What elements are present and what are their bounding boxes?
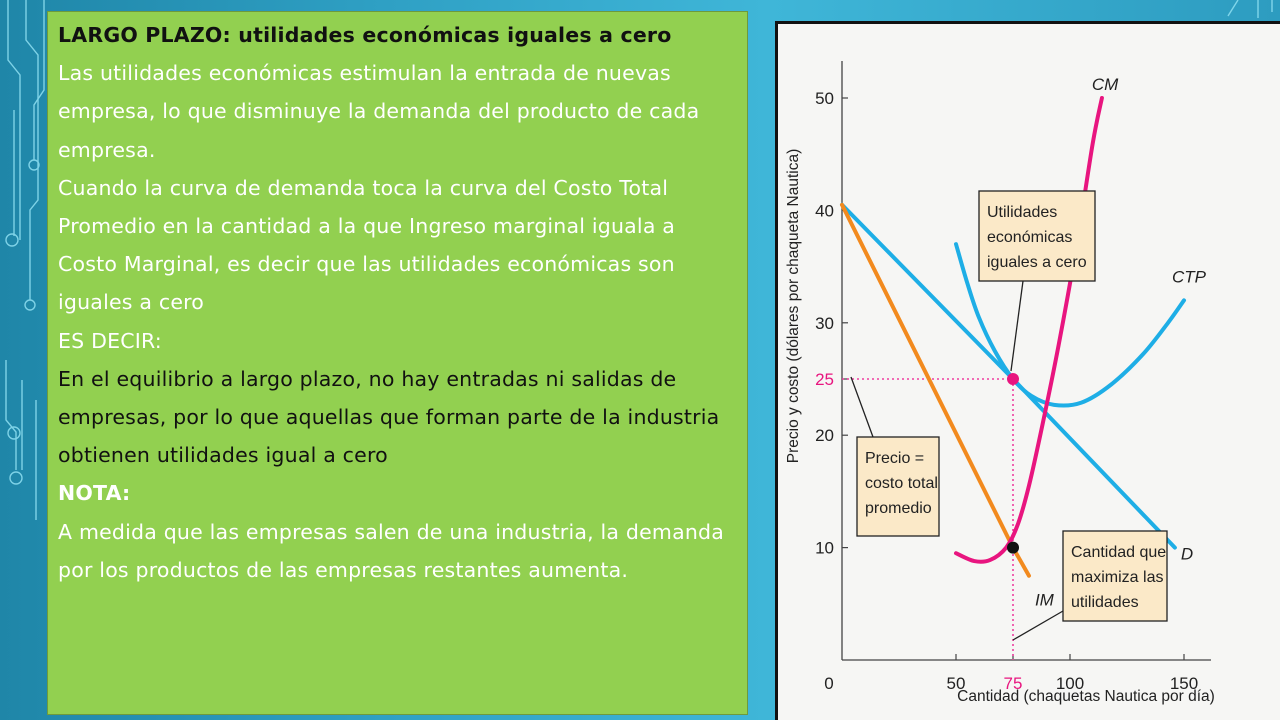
callout-utilidades-pointer <box>1011 281 1023 371</box>
chart-panel <box>775 21 1280 720</box>
mr-mc-point <box>1007 542 1019 554</box>
callout-precio-text: costo total <box>865 475 938 492</box>
x-axis-label: Cantidad (chaquetas Nautica por día) <box>957 688 1215 705</box>
y-tick-label: 40 <box>815 201 834 221</box>
callout-utilidades-text: iguales a cero <box>987 254 1087 271</box>
series-im-label: IM <box>1034 590 1054 610</box>
callout-utilidades-text: económicas <box>987 229 1073 246</box>
callout-cantidad-text: utilidades <box>1071 594 1139 611</box>
heading-text: LARGO PLAZO: utilidades económicas iguales a cero <box>58 23 672 47</box>
equilibrium-point <box>1007 373 1019 385</box>
y-tick-label: 30 <box>815 313 834 333</box>
callout-cantidad-text: maximiza las <box>1071 569 1164 586</box>
y-tick-label: 10 <box>815 538 834 558</box>
callout-cantidad-text: Cantidad que <box>1071 544 1167 561</box>
paragraph-entry: Las utilidades económicas estimulan la entrada de nuevas empresa, lo que disminuye la demanda del producto de cada empresa. <box>58 61 700 162</box>
x-tick-label: 0 <box>824 674 834 693</box>
callout-utilidades-text: Utilidades <box>987 204 1058 221</box>
callout-precio-pointer <box>851 377 873 437</box>
paragraph-equilibrium: Cuando la curva de demanda toca la curva del Costo Total Promedio en la cantidad a la que Ingreso marginal iguala a Costo Marginal, es decir que las utilidades económicas son iguales a cero <box>58 175 676 315</box>
y-tick-label: 50 <box>815 89 834 108</box>
series-ctp-label: CTP <box>1172 267 1206 287</box>
x-tick-label: 75 <box>1003 674 1023 693</box>
series-d-label: D <box>1180 544 1194 564</box>
callout-precio-text: promedio <box>865 500 932 517</box>
callout-precio-text: Precio = <box>865 450 925 467</box>
callout-cantidad-pointer <box>1013 611 1063 640</box>
x-tick-label: 150 <box>1169 674 1199 693</box>
y-tick-label: 25 <box>815 370 834 389</box>
y-axis-label: Precio y costo (dólares por chaqueta Nautica) <box>785 148 802 464</box>
paragraph-long-run: En el equilibrio a largo plazo, no hay entradas ni salidas de empresas, por lo que aquellas que forman parte de la industria obtienen utilidades igual a cero <box>58 366 720 468</box>
nota-label: NOTA: <box>58 481 131 506</box>
x-tick-label: 50 <box>946 674 966 693</box>
series-cm-line <box>956 98 1102 562</box>
explanation-panel <box>47 11 748 715</box>
series-cm-label: CM <box>1091 75 1119 94</box>
y-tick-label: 20 <box>815 426 834 446</box>
x-tick-label: 100 <box>1055 674 1085 693</box>
chart-callouts <box>851 191 1167 640</box>
paragraph-nota: A medida que las empresas salen de una industria, la demanda por los productos de las empresas restantes aumenta. <box>58 519 725 582</box>
cost-curves-chart <box>775 21 1280 720</box>
es-decir-label: ES DECIR: <box>58 328 162 353</box>
